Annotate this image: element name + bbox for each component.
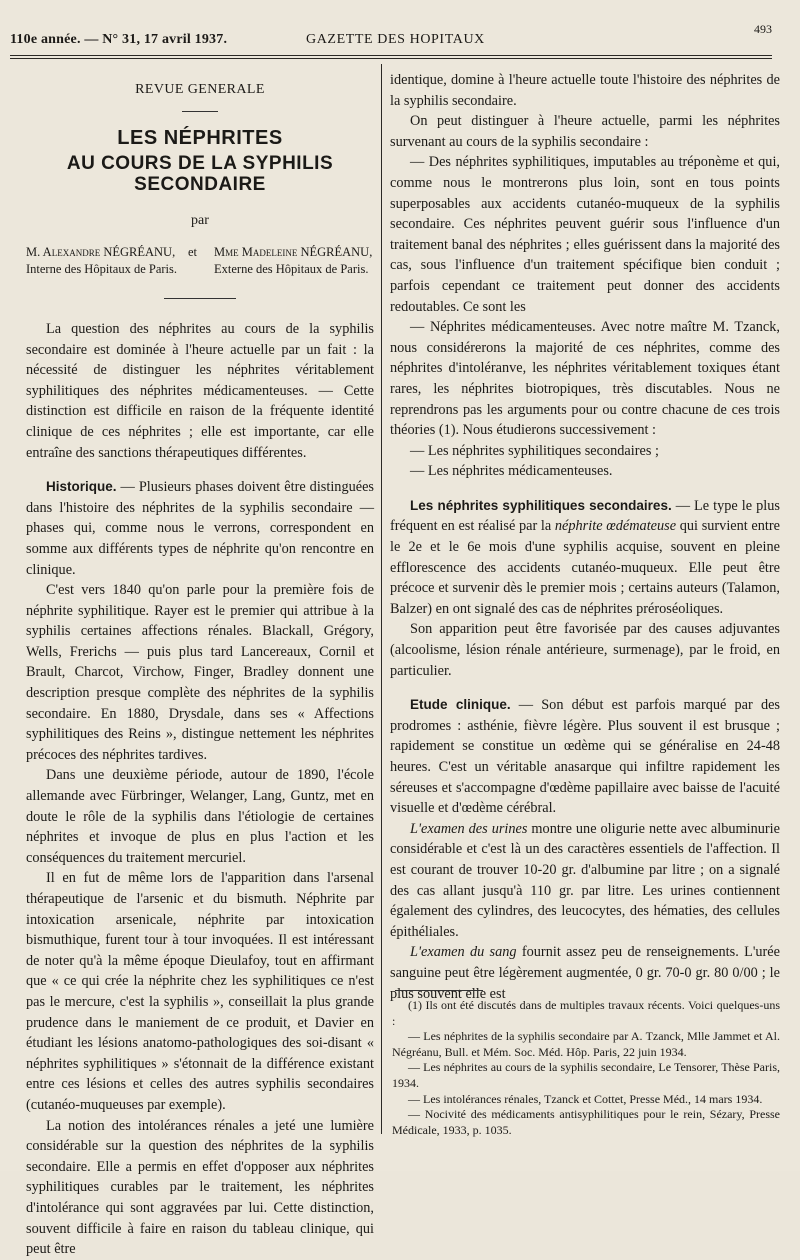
nephrites-secondaires-paragraph — [390, 496, 780, 620]
byline-rule — [164, 298, 236, 299]
nephrites-heading: Les néphrites syphilitiques secondaires. — [410, 497, 672, 513]
footnote-5: — Nocivité des médicaments antisyphilitiques pour le rein, Sézary, Presse Médicale, 1933, p. 1035. — [392, 1107, 780, 1137]
urines-paragraph — [390, 819, 780, 943]
historique-paragraph — [26, 477, 374, 580]
nephrites-text-b: qui survient entre le 2e et le 6e mois d'une syphilis acquise, souvent en pleine efflorescence des accidents cutanéo-muqueux. Elle peut être précoce et survenir dès le premier mois ; certains auteurs (Talamon, Balzer) en ont signalé des cas de néphrites préroséoliques. — [390, 518, 780, 617]
article-title-line2: AU COURS DE LA SYPHILIS SECONDAIRE — [66, 153, 334, 195]
footnote-4: — Les intolérances rénales, Tzanck et Cottet, Presse Méd., 14 mars 1934. — [408, 1091, 763, 1106]
byline-par: par — [191, 213, 209, 229]
nephrites-italic: néphrite œdémateuse — [554, 518, 677, 535]
page-number: 493 — [754, 22, 772, 36]
footnote-2: — Les néphrites de la syphilis secondaire par A. Tzanck, Mlle Jammet et Al. Négréanu, Bull. et Mém. Soc. Méd. Hôp. Paris, 22 juin 1934. — [392, 1029, 780, 1059]
issue-line: 110e année. — N° 31, 17 avril 1937. — [10, 32, 228, 47]
urines-text: montre une oligurie nette avec albuminurie considérable et c'est là un des caractères essentiels de l'affection. Il est courant de trouver 10-20 gr. d'albumine par litre ; on a signalé des cas allant jusqu'à 110 gr. par litre. Les urines contiennent également des cylindres, des leucocytes, des hématies, des cellules épithéliales. — [390, 820, 780, 940]
author-2-role: Externe des Hôpitaux de Paris. — [214, 261, 369, 276]
list-item-1: — Les néphrites syphilitiques secondaires ; — [410, 442, 659, 459]
page-header — [10, 22, 772, 54]
column-divider — [381, 64, 382, 1134]
author-2-name: Mme Madeleine NÉGRÉANU, — [214, 244, 373, 259]
distinguer-paragraph: On peut distinguer à l'heure actuelle, parmi les néphrites survenant au cours de la syphilis secondaire : — [390, 113, 780, 150]
paragraph-1840: C'est vers 1840 qu'on parle pour la première fois de néphrite syphilitique. Rayer est le premier qui attribue à la syphilis certaines affections rénales. Blackall, Grégory, Wells, Frerichs — puis plus tard Lancereaux, Cornil et Brault, Charcot, Virchow, Finger, Bradley donnent une description presque complète des néphrites de la syphilis secondaire. En 1880, Drysdale, dans ses « Affections syphilitiques des Reins », distingue nettement les néphrites précoces des néphrites tardives. — [26, 582, 374, 763]
historique-text: — Plusieurs phases doivent être distinguées dans l'histoire des néphrites de la syphilis secondaire — phases qui, comme nous le verrons, correspondent en somme aux différents types de néphrite qu'on rencontre en clinique. — [26, 479, 374, 578]
header-rule-thin — [10, 58, 772, 59]
article-title-line1: LES NÉPHRITES — [117, 126, 283, 149]
footnotes — [392, 998, 780, 1138]
footnote-1: (1) Ils ont été discutés dans de multiples travaux récents. Voici quelques-uns : — [392, 998, 780, 1028]
sang-italic: L'examen du sang — [410, 944, 517, 961]
section-rule — [182, 111, 218, 112]
paragraph-intolerances: La notion des intolérances rénales a jeté une lumière considérable sur la question des néphrites de la syphilis secondaire. Elle a permis en effet d'opposer aux néphrites syphilitiques curables par le traitement, les néphrites d'intolérance qui sont aggravées par lui. Cette distinction, souvent difficile à faire en raison du tableau clinique, qui peut être — [26, 1117, 374, 1258]
sang-text: fournit assez peu de renseignements. L'urée sanguine peut être légèrement augmentée, 0 gr. 70-0 gr. 80 0/00 ; le plus souvent elle est — [390, 944, 780, 1002]
sang-paragraph — [390, 942, 780, 1004]
right-column — [390, 70, 780, 1004]
etude-heading: Etude clinique. — [410, 697, 511, 713]
list-item-2: — Les néphrites médicamenteuses. — [410, 463, 613, 480]
list-syphilitiques: — Des néphrites syphilitiques, imputables au tréponème et qui, comme nous le montrerons plus loin, sont en tous points superposables aux accidents cutanéo-muqueux de la syphilis secondaire. Ces néphrites peuvent guérir sous l'influence d'un traitement banal des néphrites ; elles guérissent dans la majorité des cas, sous l'influence d'un traitement spécifique bien conduit ; parfois cependant ce traitement peut donner des accidents redoutables. Ce sont les — [390, 154, 780, 315]
author-1-role: Interne des Hôpitaux de Paris. — [26, 261, 178, 276]
paragraph-arsenic: Il en fut de même lors de l'apparition dans l'arsenal thérapeutique de l'arsenic et du bismuth. Néphrite par intoxication arsenicale, néphrite par intoxication bismuthique, furent tour à tour invoquées. Il est intéressant de noter qu'à la même époque Dieulafoy, tout en affirmant que « ce qui crée la néphrite chez les syphilitiques ce n'est pas le mercure, c'est la syphilis », conseillait la plus grande prudence dans le maniement de ce produit, et Davier en étudiant les lésions anatomo-pathologiques des soi-disant « néphrites syphilitiques » s'étonnait de la différence existant entre ces lésions et celles des autres syphilis secondaires (cutanéo-muqueuses par exemple). — [26, 870, 374, 1113]
authors-block — [26, 244, 374, 288]
historique-heading: Historique. — [46, 479, 117, 495]
nephrites-text-a: — Le type le plus fréquent en est réalisé par la — [390, 497, 780, 535]
etude-text: — Son début est parfois marqué par des prodromes : asthénie, fièvre légère. Plus souvent il est brusque ; rapidement se constitue un œdème qui se généralise en 24-48 heures. C'est un véritable anasarque qui infiltre rapidement les séreuses et s'accompagne d'œdème papillaire avec baisse de l'acuité visuelle et d'œdème cérébral. — [390, 697, 780, 817]
author-conjunction: et — [188, 244, 198, 259]
author-2 — [214, 244, 372, 278]
left-column — [26, 70, 374, 1260]
author-1-name: M. Alexandre NÉGRÉANU, — [26, 244, 176, 259]
urines-italic: L'examen des urines — [410, 820, 528, 837]
intro-paragraph: La question des néphrites au cours de la syphilis secondaire est dominée à l'heure actuelle par un fait : la nécessité de distinguer les néphrites véritablement syphilitiques des néphrites médicamenteuses. — Cette distinction est difficile en raison de la fréquente identité clinique de ces néphrites ; elle est importante, car elle entraîne des sanctions thérapeutiques différentes. — [26, 320, 374, 461]
list-medicamenteuses: — Néphrites médicamenteuses. Avec notre maître M. Tzanck, nous considérerons la majorité de ces néphrites, comme des néphrites d'intoléranve, les néphrites véritablement toxiques étant rares, les néphrites biotropiques, très discutables. Nous ne reprendrons pas les arguments pour ou contre chacune de ces trois théories (1). Nous étudierons successivement : — [390, 319, 780, 439]
author-1 — [26, 244, 177, 278]
section-label: REVUE GENERALE — [135, 82, 265, 97]
etude-clinique-paragraph — [390, 695, 780, 819]
paragraph-1890: Dans une deuxième période, autour de 1890, l'école allemande avec Fürbringer, Welanger, Lang, Guntz, met en doute le rôle de la syphilis dans l'étiologie de certaines néphrites et invoque de plus en plus l'action et les conséquences du traitement mercuriel. — [26, 767, 374, 866]
header-rule — [10, 55, 772, 56]
footnote-rule — [395, 990, 483, 991]
apparition-paragraph: Son apparition peut être favorisée par des causes adjuvantes (alcoolisme, lésion rénale antérieure, surmenage), par le froid, en particulier. — [390, 621, 780, 679]
footnote-3: — Les néphrites au cours de la syphilis secondaire, Le Tensorer, Thèse Paris, 1934. — [392, 1060, 780, 1090]
journal-name: GAZETTE DES HOPITAUX — [306, 32, 485, 47]
continuation-paragraph: identique, domine à l'heure actuelle toute l'histoire des néphrites de la syphilis secondaire. — [390, 72, 780, 109]
